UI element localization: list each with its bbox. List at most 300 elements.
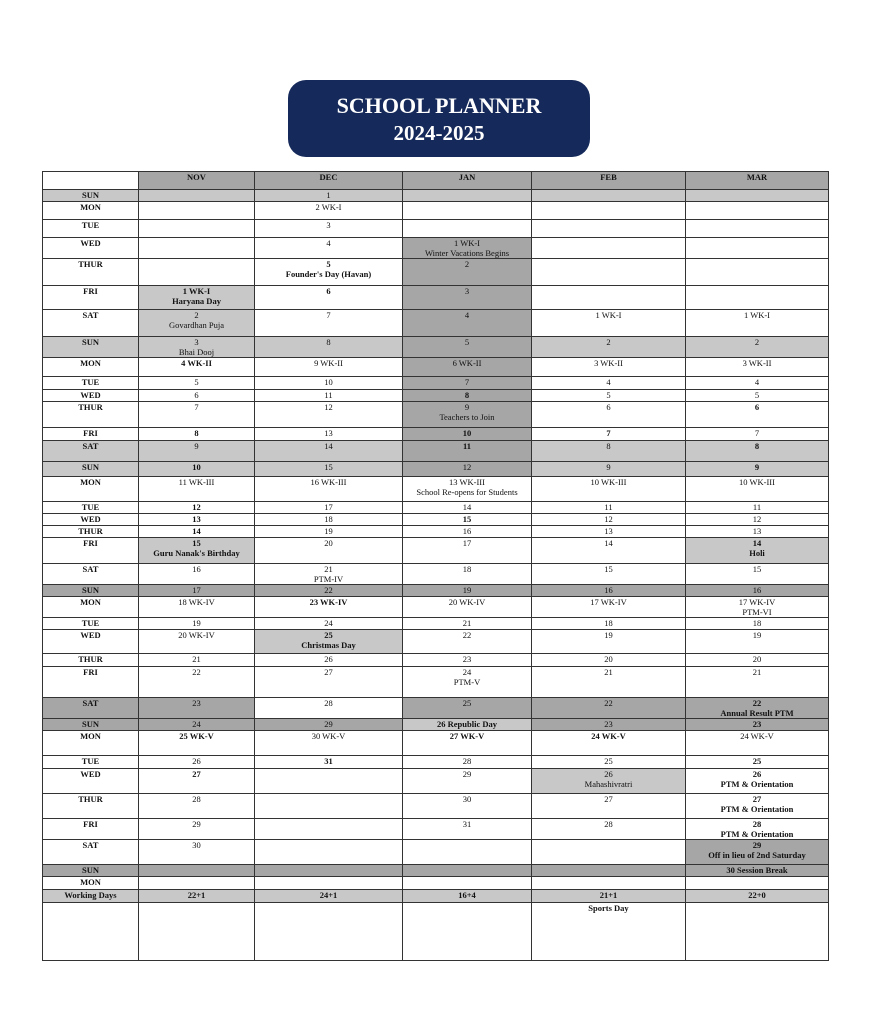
weekday-label — [43, 377, 139, 390]
day-cell-mar — [686, 819, 829, 840]
day-row — [43, 719, 829, 731]
cell-text: 16 — [604, 585, 613, 595]
cell-text: 5 — [754, 390, 760, 400]
day-cell-jan — [403, 238, 532, 259]
day-cell-nov — [139, 794, 255, 819]
cell-text: MON — [80, 477, 101, 487]
day-cell-dec — [255, 597, 403, 618]
day-row — [43, 667, 829, 698]
day-cell-jan — [403, 502, 532, 514]
day-cell-feb — [532, 310, 686, 337]
day-cell-jan — [403, 220, 532, 238]
cell-text: SAT — [82, 564, 99, 574]
weekday-label — [43, 190, 139, 202]
day-cell-feb — [532, 667, 686, 698]
cell-text: 20 — [324, 538, 333, 548]
day-cell-jan — [403, 877, 532, 890]
weekday-label — [43, 756, 139, 769]
day-cell-mar — [686, 794, 829, 819]
cell-text: 2 — [754, 337, 760, 347]
day-cell-mar — [686, 259, 829, 286]
cell-text: WED — [80, 390, 101, 400]
day-row — [43, 514, 829, 526]
day-cell-jan — [403, 390, 532, 402]
weekday-label — [43, 441, 139, 462]
day-cell-dec — [255, 337, 403, 358]
cell-text: 27 — [192, 769, 201, 779]
cell-text: THUR — [78, 526, 103, 536]
cell-text: 22+1 — [187, 890, 206, 900]
day-cell-dec — [255, 630, 403, 654]
day-cell-dec — [255, 238, 403, 259]
day-row — [43, 597, 829, 618]
cell-text: 29 — [324, 719, 333, 729]
day-cell-mar — [686, 526, 829, 538]
cell-text: 25 — [324, 630, 333, 640]
day-cell-jan — [403, 514, 532, 526]
cell-text: 29 — [462, 769, 472, 779]
weekday-label — [43, 719, 139, 731]
day-cell-mar — [686, 202, 829, 220]
day-cell-dec — [255, 377, 403, 390]
cell-text: 15 — [192, 538, 201, 548]
cell-text: Sports Day — [588, 903, 629, 913]
cell-event: Govardhan Puja — [168, 320, 224, 330]
weekday-label — [43, 337, 139, 358]
day-row — [43, 402, 829, 428]
day-cell-nov — [139, 220, 255, 238]
cell-text: SUN — [81, 865, 99, 875]
day-cell-nov — [139, 514, 255, 526]
working-days-jan — [403, 890, 532, 903]
cell-text: 14 — [324, 441, 333, 451]
day-cell-feb — [532, 390, 686, 402]
day-cell-dec — [255, 402, 403, 428]
cell-text: SUN — [81, 585, 99, 595]
day-cell-nov — [139, 719, 255, 731]
cell-text: TUE — [81, 502, 100, 512]
cell-text: 27 — [752, 794, 762, 804]
cell-text: 14 — [604, 538, 613, 548]
day-cell-nov — [139, 538, 255, 564]
cell-text: 28 — [462, 756, 472, 766]
planner-title-banner — [288, 80, 590, 157]
cell-text: 24 — [324, 618, 333, 628]
cell-text: 6 — [606, 402, 611, 412]
day-row — [43, 630, 829, 654]
day-row — [43, 794, 829, 819]
day-cell-dec — [255, 719, 403, 731]
day-cell-dec — [255, 654, 403, 667]
cell-text: TUE — [81, 377, 100, 387]
day-cell-mar — [686, 286, 829, 310]
cell-text: 30 — [462, 794, 472, 804]
cell-text: 9 — [194, 441, 199, 451]
day-cell-jan — [403, 654, 532, 667]
cell-text: 3 — [194, 337, 199, 347]
cell-text: 25 WK-V — [179, 731, 214, 741]
working-days-feb — [532, 890, 686, 903]
day-cell-nov — [139, 402, 255, 428]
planner-title: SCHOOL PLANNER — [336, 93, 542, 118]
day-cell-nov — [139, 286, 255, 310]
cell-text: 25 — [604, 756, 613, 766]
day-cell-feb — [532, 402, 686, 428]
day-cell-dec — [255, 769, 403, 794]
day-cell-dec — [255, 259, 403, 286]
day-cell-nov — [139, 865, 255, 877]
cell-event: Haryana Day — [172, 296, 221, 306]
day-cell-nov — [139, 526, 255, 538]
cell-text: 16 — [752, 585, 762, 595]
day-cell-jan — [403, 202, 532, 220]
cell-text: 15 — [462, 514, 472, 524]
day-cell-dec — [255, 538, 403, 564]
day-cell-dec — [255, 667, 403, 698]
weekday-label — [43, 731, 139, 756]
day-cell-dec — [255, 502, 403, 514]
cell-text: 27 WK-V — [449, 731, 485, 741]
cell-event: Annual Result PTM — [720, 708, 794, 718]
day-row — [43, 358, 829, 377]
cell-text: 16+4 — [458, 890, 476, 900]
cell-text: SAT — [82, 840, 99, 850]
cell-event: Winter Vacations Begins — [424, 248, 509, 258]
day-cell-feb — [532, 756, 686, 769]
day-cell-jan — [403, 597, 532, 618]
day-cell-mar — [686, 310, 829, 337]
day-cell-jan — [403, 865, 532, 877]
weekday-label — [43, 698, 139, 719]
day-cell-jan — [403, 286, 532, 310]
day-cell-dec — [255, 428, 403, 441]
cell-text: FRI — [83, 667, 98, 677]
cell-text: 12 — [752, 514, 762, 524]
day-cell-jan — [403, 667, 532, 698]
day-cell-jan — [403, 840, 532, 865]
cell-text: 13 — [604, 526, 613, 536]
cell-text: 24+1 — [319, 890, 338, 900]
cell-text: 8 — [326, 337, 331, 347]
cell-text: 3 — [464, 286, 470, 296]
day-row — [43, 585, 829, 597]
cell-text: SUN — [81, 190, 99, 200]
day-cell-jan — [403, 618, 532, 630]
cell-text: 3 — [326, 220, 331, 230]
day-cell-mar — [686, 865, 829, 877]
cell-text: MON — [80, 597, 101, 607]
weekday-label — [43, 390, 139, 402]
cell-text: 1 — [326, 190, 331, 200]
cell-event: PTM & Orientation — [720, 804, 794, 814]
day-cell-jan — [403, 337, 532, 358]
day-cell-mar — [686, 337, 829, 358]
day-cell-jan — [403, 564, 532, 585]
day-row — [43, 654, 829, 667]
cell-text: 22 — [324, 585, 333, 595]
day-cell-nov — [139, 564, 255, 585]
day-cell-feb — [532, 238, 686, 259]
day-cell-jan — [403, 769, 532, 794]
cell-text: FRI — [83, 819, 98, 829]
cell-text: SAT — [82, 441, 99, 451]
day-cell-nov — [139, 698, 255, 719]
weekday-label — [43, 202, 139, 220]
cell-text: FRI — [83, 428, 98, 438]
cell-text: 31 — [462, 819, 472, 829]
day-cell-nov — [139, 819, 255, 840]
day-cell-dec — [255, 220, 403, 238]
notes-dec — [255, 903, 403, 961]
cell-text: 28 — [192, 794, 201, 804]
cell-event: Off in lieu of 2nd Saturday — [708, 850, 806, 860]
cell-text: 22 — [604, 698, 613, 708]
weekday-label — [43, 597, 139, 618]
cell-event: PTM-IV — [313, 574, 344, 584]
month-header-nov — [139, 172, 255, 190]
cell-text: 24 WK-V — [591, 731, 626, 741]
cell-text: 19 — [604, 630, 613, 640]
cell-text: 2 — [194, 310, 199, 320]
cell-text: SAT — [82, 310, 99, 320]
day-cell-feb — [532, 259, 686, 286]
weekday-label — [43, 477, 139, 502]
weekday-label — [43, 538, 139, 564]
planner-year: 2024-2025 — [393, 121, 485, 145]
cell-text: SUN — [81, 462, 99, 472]
day-cell-dec — [255, 877, 403, 890]
cell-text: FRI — [83, 286, 98, 296]
cell-text: THUR — [78, 402, 103, 412]
day-cell-feb — [532, 769, 686, 794]
month-header-row — [43, 172, 829, 190]
cell-text: 29 — [192, 819, 201, 829]
cell-text: 20 — [752, 654, 762, 664]
weekday-label — [43, 514, 139, 526]
cell-text: THUR — [78, 794, 103, 804]
day-cell-nov — [139, 259, 255, 286]
day-cell-jan — [403, 819, 532, 840]
cell-text: 11 — [604, 502, 613, 512]
day-cell-feb — [532, 441, 686, 462]
day-row — [43, 865, 829, 877]
cell-text: 11 — [462, 441, 472, 451]
day-cell-jan — [403, 756, 532, 769]
day-cell-mar — [686, 698, 829, 719]
weekday-label — [43, 667, 139, 698]
cell-text: 13 — [752, 526, 762, 536]
day-cell-mar — [686, 462, 829, 477]
day-cell-nov — [139, 654, 255, 667]
cell-text: 9 — [606, 462, 611, 472]
cell-text: 13 — [324, 428, 333, 438]
day-cell-jan — [403, 462, 532, 477]
cell-text: 7 — [326, 310, 331, 320]
cell-text: 7 — [464, 377, 470, 387]
cell-text: 25 — [752, 756, 762, 766]
cell-text: FEB — [600, 172, 617, 182]
weekday-label — [43, 310, 139, 337]
day-cell-nov — [139, 502, 255, 514]
cell-text: 28 — [604, 819, 613, 829]
cell-text: 24 WK-V — [740, 731, 774, 741]
day-cell-mar — [686, 654, 829, 667]
cell-text: 19 — [752, 630, 762, 640]
day-cell-feb — [532, 377, 686, 390]
cell-text: 14 — [752, 538, 762, 548]
cell-text: NOV — [187, 172, 206, 182]
cell-text: 1 WK-I — [743, 310, 771, 320]
cell-text: 26 — [324, 654, 333, 664]
cell-text: 10 — [192, 462, 201, 472]
weekday-label — [43, 220, 139, 238]
notes-jan — [403, 903, 532, 961]
day-cell-jan — [403, 731, 532, 756]
cell-text: 17 — [324, 502, 333, 512]
weekday-label — [43, 794, 139, 819]
day-cell-mar — [686, 731, 829, 756]
cell-text: 9 — [754, 462, 760, 472]
cell-text: 20 — [604, 654, 613, 664]
day-cell-nov — [139, 840, 255, 865]
day-row — [43, 390, 829, 402]
day-cell-feb — [532, 220, 686, 238]
cell-text: 5 — [194, 377, 199, 387]
weekday-label — [43, 618, 139, 630]
day-cell-feb — [532, 585, 686, 597]
cell-text: 30 — [192, 840, 201, 850]
day-cell-feb — [532, 719, 686, 731]
cell-text: 2 — [606, 337, 611, 347]
cell-text: 4 WK-II — [181, 358, 212, 368]
day-cell-mar — [686, 377, 829, 390]
day-cell-nov — [139, 667, 255, 698]
day-cell-jan — [403, 358, 532, 377]
cell-text: 4 — [754, 377, 760, 387]
cell-text: SUN — [81, 719, 99, 729]
cell-text: 4 — [326, 238, 331, 248]
cell-event: PTM & Orientation — [720, 829, 794, 839]
day-cell-feb — [532, 630, 686, 654]
day-row — [43, 564, 829, 585]
day-cell-jan — [403, 719, 532, 731]
day-cell-jan — [403, 585, 532, 597]
day-cell-mar — [686, 877, 829, 890]
cell-text: MON — [80, 877, 101, 887]
day-cell-jan — [403, 477, 532, 502]
cell-text: DEC — [319, 172, 338, 182]
day-cell-dec — [255, 358, 403, 377]
day-row — [43, 259, 829, 286]
day-cell-feb — [532, 202, 686, 220]
weekday-label — [43, 585, 139, 597]
day-cell-jan — [403, 428, 532, 441]
day-row — [43, 190, 829, 202]
cell-text: 27 — [324, 667, 333, 677]
day-cell-mar — [686, 719, 829, 731]
day-cell-jan — [403, 377, 532, 390]
day-cell-nov — [139, 462, 255, 477]
cell-event: Guru Nanak's Birthday — [153, 548, 240, 558]
day-cell-jan — [403, 538, 532, 564]
day-row — [43, 337, 829, 358]
weekday-label — [43, 865, 139, 877]
day-cell-feb — [532, 526, 686, 538]
cell-text: 7 — [754, 428, 760, 438]
cell-text: 30 Session Break — [726, 865, 788, 875]
day-cell-feb — [532, 462, 686, 477]
day-cell-dec — [255, 618, 403, 630]
cell-text: SAT — [82, 698, 99, 708]
day-row — [43, 202, 829, 220]
day-cell-jan — [403, 526, 532, 538]
notes-mar — [686, 903, 829, 961]
weekday-label — [43, 286, 139, 310]
day-cell-nov — [139, 769, 255, 794]
day-cell-nov — [139, 585, 255, 597]
month-header-dec — [255, 172, 403, 190]
cell-text: 5 — [326, 259, 331, 269]
cell-text: WED — [80, 630, 101, 640]
cell-text: 4 — [464, 310, 470, 320]
cell-text: 15 — [604, 564, 613, 574]
weekday-label — [43, 819, 139, 840]
cell-text: JAN — [458, 172, 476, 182]
month-header-jan — [403, 172, 532, 190]
day-row — [43, 310, 829, 337]
cell-text: 25 — [462, 698, 472, 708]
day-cell-dec — [255, 526, 403, 538]
cell-text: 21 — [192, 654, 201, 664]
cell-text: 10 — [462, 428, 472, 438]
day-cell-feb — [532, 840, 686, 865]
day-cell-nov — [139, 618, 255, 630]
day-row — [43, 220, 829, 238]
working-days-nov — [139, 890, 255, 903]
cell-text: TUE — [81, 756, 100, 766]
day-cell-feb — [532, 190, 686, 202]
day-cell-feb — [532, 564, 686, 585]
day-cell-mar — [686, 428, 829, 441]
cell-text: 30 WK-V — [311, 731, 346, 741]
day-row — [43, 502, 829, 514]
day-cell-dec — [255, 756, 403, 769]
cell-text: 3 WK-II — [742, 358, 772, 368]
cell-text: 22 — [752, 698, 762, 708]
day-cell-dec — [255, 585, 403, 597]
weekday-label — [43, 358, 139, 377]
cell-text: MON — [80, 731, 101, 741]
cell-text: MON — [80, 358, 101, 368]
cell-text: 16 — [192, 564, 201, 574]
cell-text: 21 — [324, 564, 333, 574]
cell-text: 6 — [194, 390, 199, 400]
weekday-label — [43, 259, 139, 286]
cell-text: 22 — [462, 630, 472, 640]
day-cell-nov — [139, 597, 255, 618]
cell-event: PTM-VI — [742, 607, 772, 617]
weekday-label — [43, 526, 139, 538]
day-cell-mar — [686, 514, 829, 526]
day-cell-feb — [532, 819, 686, 840]
cell-text: 23 — [192, 698, 201, 708]
cell-text: 24 — [192, 719, 201, 729]
day-cell-nov — [139, 477, 255, 502]
cell-text: THUR — [78, 259, 103, 269]
cell-text: 1 WK-I — [595, 310, 622, 320]
cell-text: 29 — [752, 840, 762, 850]
cell-text: 18 — [604, 618, 613, 628]
